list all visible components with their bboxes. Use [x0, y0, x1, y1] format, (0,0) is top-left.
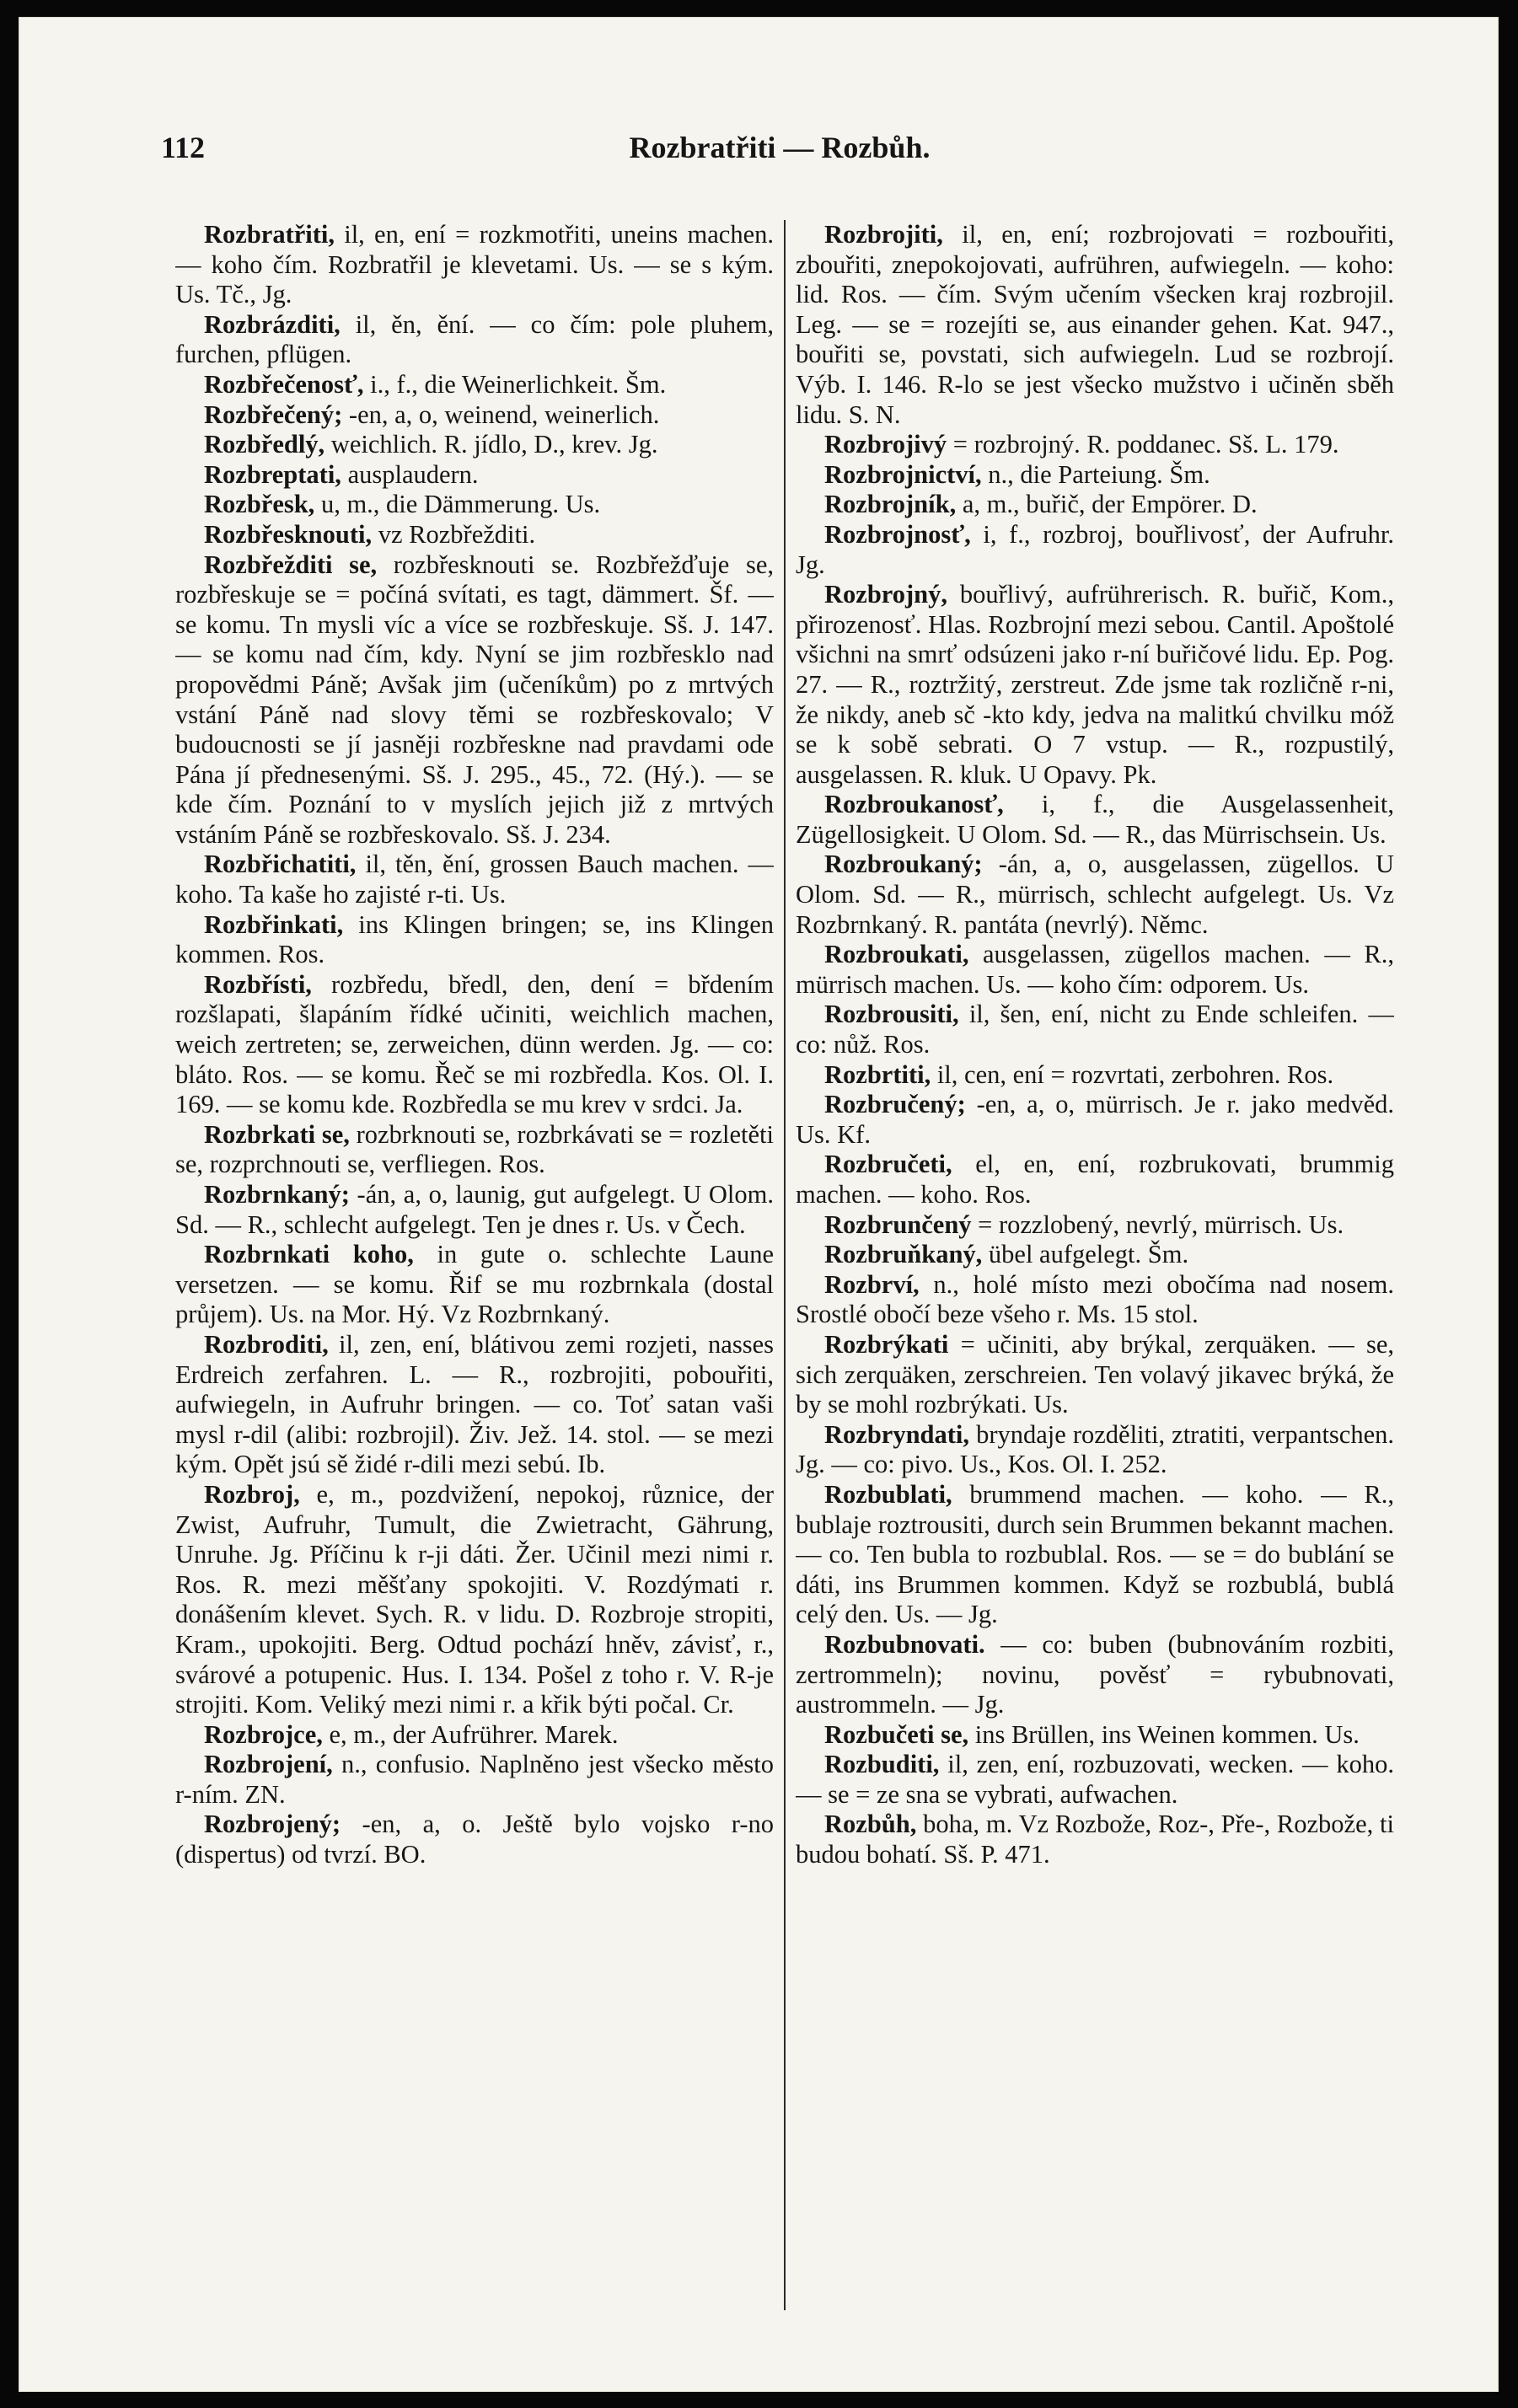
dictionary-entry — [175, 1120, 774, 1180]
entry-headword: Rozbrousiti, — [824, 1000, 959, 1029]
entry-definition: ins Brüllen, ins Weinen kommen. Us. — [968, 1719, 1360, 1749]
dictionary-entry — [175, 490, 774, 520]
entry-definition: il, ěn, ění. — co čím: pole pluhem, furchen, pflügen. — [175, 309, 774, 369]
dictionary-entry — [796, 1810, 1394, 1869]
entry-headword: Rozbrunčený — [824, 1209, 972, 1239]
entry-definition: rozbrknouti se, rozbrkávati se = rozletěti se, rozprchnouti se, verfliegen. Ros. — [175, 1119, 774, 1179]
entry-headword: Rozbřečenosť, — [204, 369, 364, 399]
entry-definition: ausplaudern. — [341, 459, 479, 489]
entry-headword: Rozbrojnictví, — [824, 459, 982, 489]
entry-definition: in gute o. schlechte Laune versetzen. — se komu. Řif se mu rozbrnkala (dostal průjem). Us. na Mor. Hý. Vz Rozbrnkaný. — [175, 1240, 774, 1329]
entry-definition: -án, a, o, ausgelassen, zügellos. U Olom. Sd. — R., mürrisch, schlecht aufgelegt. Us. Vz Rozbrnkaný. R. pantáta (nevrlý). Němc. — [796, 850, 1394, 939]
entry-headword: Rozbůh, — [824, 1810, 917, 1839]
dictionary-entry — [175, 970, 774, 1120]
entry-headword: Rozbřísti, — [204, 969, 312, 999]
dictionary-entry — [796, 430, 1394, 460]
dictionary-entry — [175, 1720, 774, 1751]
dictionary-entry — [175, 550, 774, 850]
entry-definition: vz Rozbřežditi. — [372, 519, 536, 549]
entry-headword: Rozbroukati, — [824, 940, 969, 969]
entry-definition: = rozbrojný. R. poddanec. Sš. L. 179. — [947, 430, 1339, 459]
entry-headword: Rozbrtiti, — [824, 1059, 931, 1089]
entry-headword: Rozbublati, — [824, 1479, 952, 1509]
entry-headword: Rozbřesknouti, — [204, 519, 373, 549]
entry-definition: il, zen, ení, rozbuzovati, wecken. — koho. — se = ze sna se vybrati, aufwachen. — [796, 1750, 1394, 1809]
entry-definition: n., confusio. Naplněno jest všecko město r-ním. ZN. — [175, 1750, 774, 1809]
entry-headword: Rozbrojný, — [824, 580, 948, 609]
entry-headword: Rozbrojce, — [204, 1719, 323, 1749]
entry-headword: Rozbrví, — [824, 1269, 920, 1299]
dictionary-entry — [175, 1330, 774, 1480]
entry-definition: il, en, ení; rozbrojovati = rozbouřiti, zbouřiti, znepokojovati, aufrühren, aufwiegeln. — koho: lid. Ros. — čím. Svým učením všecken kraj rozbrojil. Leg. — se = rozejíti se, aus einander gehen. Kat. 947., bouřiti se, povstati, sich aufwiegeln. Lud se rozbrojí. Výb. I. 146. R-lo se jest všecko mužstvo i učiněn sběh lidu. S. N. — [796, 220, 1394, 429]
entry-definition: n., die Parteiung. Šm. — [981, 459, 1210, 489]
entry-headword: Rozbrojník, — [824, 490, 957, 519]
entry-definition: -en, a, o, mürrisch. Je r. jako medvěd. Us. Kf. — [796, 1090, 1394, 1149]
entry-headword: Rozbručený; — [824, 1090, 966, 1119]
entry-headword: Rozbručeti, — [824, 1150, 952, 1179]
dictionary-entry — [796, 520, 1394, 580]
entry-definition: rozbředu, bředl, den, dení = břdením rozšlapati, šlapáním řídké učiniti, weichlich machen, weich zertreten; se, zerweichen, dünn werden. Jg. — co: bláto. Ros. — se komu. Řeč se mi rozbředla. Kos. Ol. I. 169. — se komu kde. Rozbředla se mu krev v srdci. Ja. — [175, 969, 774, 1119]
entry-definition: e, m., der Aufrührer. Marek. — [322, 1719, 619, 1749]
entry-headword: Rozbrýkati — [824, 1329, 949, 1359]
entry-definition: il, šen, ení, nicht zu Ende schleifen. — co: nůž. Ros. — [796, 1000, 1394, 1059]
entry-definition: il, en, ení = rozkmotřiti, uneins machen. — koho čím. Rozbratřil je klevetami. Us. — se s kým. Us. Tč., Jg. — [175, 220, 774, 309]
dictionary-entry — [796, 220, 1394, 430]
entry-definition: n., holé místo mezi obočíma nad nosem. Srostlé obočí beze všeho r. Ms. 15 stol. — [796, 1269, 1394, 1329]
dictionary-entry — [175, 1750, 774, 1810]
entry-headword: Rozbřesk, — [204, 490, 315, 519]
entry-headword: Rozbrojivý — [824, 430, 947, 459]
entry-definition: el, en, ení, rozbrukovati, brummig machen. — koho. Ros. — [796, 1150, 1394, 1209]
right-column — [796, 220, 1394, 2344]
page-number: 112 — [161, 131, 206, 164]
left-column — [175, 220, 774, 2344]
dictionary-entry — [796, 580, 1394, 790]
entry-definition: a, m., buřič, der Empörer. D. — [956, 490, 1258, 519]
dictionary-entry — [796, 1750, 1394, 1810]
entry-headword: Rozbroukanosť, — [824, 790, 1004, 819]
dictionary-entry — [175, 400, 774, 431]
dictionary-entry — [796, 1480, 1394, 1630]
entry-definition: = rozzlobený, nevrlý, mürrisch. Us. — [971, 1209, 1344, 1239]
dictionary-entry — [796, 1270, 1394, 1330]
entry-headword: Rozbroj, — [204, 1479, 300, 1509]
dictionary-entry — [796, 1090, 1394, 1150]
entry-definition: weichlich. R. jídlo, D., krev. Jg. — [325, 430, 658, 459]
entry-headword: Rozbrojení, — [204, 1750, 333, 1779]
entry-headword: Rozbruňkaný, — [824, 1240, 983, 1269]
dictionary-entry — [796, 790, 1394, 850]
dictionary-entry — [175, 910, 774, 970]
entry-definition: i., f., die Weinerlichkeit. Šm. — [363, 369, 667, 399]
dictionary-entry — [796, 1150, 1394, 1209]
dictionary-entry — [175, 370, 774, 400]
entry-definition: -án, a, o, launig, gut aufgelegt. U Olom. Sd. — R., schlecht aufgelegt. Ten je dnes r. Us. v Čech. — [175, 1180, 774, 1239]
entry-definition: il, těn, ění, grossen Bauch machen. — koho. Ta kaše ho zajisté r-ti. Us. — [175, 850, 774, 909]
entry-headword: Rozbrázditi, — [204, 309, 341, 339]
dictionary-entry — [796, 460, 1394, 491]
entry-definition: ins Klingen bringen; se, ins Klingen kommen. Ros. — [175, 909, 774, 969]
entry-headword: Rozbubnovati. — [824, 1629, 985, 1659]
dictionary-entry — [796, 1630, 1394, 1720]
entry-definition: -en, a, o, weinend, weinerlich. — [342, 400, 660, 429]
dictionary-entry — [796, 940, 1394, 1000]
entry-headword: Rozbrnkati koho, — [204, 1240, 414, 1269]
dictionary-entry — [175, 430, 774, 460]
dictionary-entry — [175, 1180, 774, 1240]
entry-headword: Rozbrnkaný; — [204, 1180, 350, 1209]
entry-definition: = učiniti, aby brýkal, zerquäken. — se, sich zerquäken, zerschreien. Ten volavý jikavec brýká, že by se mohl rozbrýkati. Us. — [796, 1329, 1394, 1419]
entry-definition: il, zen, ení, blátivou zemi rozjeti, nasses Erdreich zerfahren. L. — R., rozbrojiti, pobouřiti, aufwiegeln, in Aufruhr bringen. — co. Toť satan vaši mysl r-dil (alibi: rozbrojil). Živ. Jež. 14. stol. — se mezi kým. Opět jsú sě židé r-dili mezi sebú. Ib. — [175, 1329, 774, 1479]
entry-definition: bryndaje rozděliti, ztratiti, verpantschen. Jg. — co: pivo. Us., Kos. Ol. I. 252. — [796, 1419, 1394, 1479]
dictionary-entry — [175, 310, 774, 370]
entry-definition: brummend machen. — koho. — R., bublaje roztrousiti, durch sein Brummen bekannt machen. — co. Ten bubla to rozbublal. Ros. — se = do bublání se dáti, ins Brummen kommen. Když se rozbublá, bublá celý den. Us. — Jg. — [796, 1479, 1394, 1629]
entry-definition: rozbřesknouti se. Rozbřežďuje se, rozbřeskuje se = počíná svítati, es tagt, dämmert. Šf. — se komu. Tn mysli víc a více se rozbřeskuje. Sš. J. 147. — se komu nad čím, kdy. Nyní se jim rozbřesklo nad propovědmi Páně; Avšak jim (učeníkům) po z mrtvých vstání Páně nad slovy těmi se rozbřeskovalo; V budoucnosti se jí jasněji rozbřeskne nad pravdami ode Pána jí přednesenými. Sš. J. 295., 45., 72. (Hý.). — se kde čím. Poznání to v myslích jejich již z mrtvých vstáním Páně se rozbřeskovalo. Sš. J. 234. — [175, 550, 774, 849]
entry-definition: e, m., pozdvižení, nepokoj, různice, der Zwist, Aufruhr, Tumult, die Zwietracht, Gährung, Unruhe. Jg. Příčinu k r-ji dáti. Žer. Učinil mezi nimi r. Ros. R. mezi měšťany spokojiti. V. Rozdýmati r. donášením klevet. Sych. R. v lidu. D. Rozbroje stropiti, Kram., upokojiti. Berg. Odtud pochází hněv, závisť, r., svárové a potupenic. Hus. I. 134. Pošel z toho r. V. R-je strojiti. Kom. Veliký mezi nimi r. a křik býti počal. Cr. — [175, 1479, 774, 1719]
page-header — [161, 130, 1398, 180]
entry-definition: i, f., rozbroj, bouřlivosť, der Aufruhr. Jg. — [796, 519, 1394, 579]
dictionary-entry — [796, 1210, 1394, 1241]
entry-headword: Rozbroditi, — [204, 1329, 329, 1359]
entry-headword: Rozbřežditi se, — [204, 550, 378, 579]
dictionary-entry — [175, 1480, 774, 1720]
dictionary-entry — [796, 1420, 1394, 1480]
entry-headword: Rozbratřiti, — [204, 220, 335, 249]
dictionary-entry — [175, 1810, 774, 1869]
dictionary-entry — [796, 1240, 1394, 1270]
entry-headword: Rozbuditi, — [824, 1750, 940, 1779]
entry-definition: -en, a, o. Ještě bylo vojsko r-no (dispertus) od tvrzí. BO. — [175, 1810, 774, 1869]
dictionary-page — [19, 17, 1499, 2392]
entry-headword: Rozbřichatiti, — [204, 850, 357, 879]
entry-definition: boha, m. Vz Rozbože, Roz-, Pře-, Rozbože, ti budou bohatí. Sš. P. 471. — [796, 1810, 1394, 1869]
dictionary-entry — [796, 490, 1394, 520]
entry-definition: — co: buben (bubnováním rozbiti, zertrommeln); novinu, pověsť = rybubnovati, austrommeln. — Jg. — [796, 1629, 1394, 1719]
entry-headword: Rozbrkati se, — [204, 1119, 350, 1149]
entry-definition: u, m., die Dämmerung. Us. — [314, 490, 601, 519]
entry-definition: i, f., die Ausgelassenheit, Zügellosigkeit. U Olom. Sd. — R., das Mürrischsein. Us. — [796, 790, 1394, 849]
entry-headword: Rozbučeti se, — [824, 1719, 969, 1749]
entry-headword: Rozbrojený; — [204, 1810, 341, 1839]
dictionary-entry — [796, 1060, 1394, 1091]
running-title: Rozbratřiti — Rozbůh. — [629, 131, 931, 164]
entry-headword: Rozbreptati, — [204, 459, 341, 489]
column-divider — [784, 220, 786, 2310]
entry-definition: ausgelassen, zügellos machen. — R., mürrisch machen. Us. — koho čím: odporem. Us. — [796, 940, 1394, 999]
dictionary-entry — [175, 850, 774, 909]
dictionary-entry — [175, 520, 774, 550]
entry-headword: Rozbředlý, — [204, 430, 325, 459]
entry-headword: Rozbroukaný; — [824, 850, 983, 879]
dictionary-entry — [796, 1720, 1394, 1751]
entry-headword: Rozbrojiti, — [824, 220, 943, 249]
entry-headword: Rozbřinkati, — [204, 909, 344, 939]
dictionary-entry — [796, 1330, 1394, 1420]
dictionary-entry — [175, 1240, 774, 1330]
entry-definition: il, cen, ení = rozvrtati, zerbohren. Ros. — [931, 1059, 1334, 1089]
entry-headword: Rozbrojnosť, — [824, 519, 971, 549]
dictionary-entry — [175, 220, 774, 310]
dictionary-entry — [796, 1000, 1394, 1059]
entry-definition: übel aufgelegt. Šm. — [982, 1240, 1189, 1269]
entry-headword: Rozbřečený; — [204, 400, 343, 429]
dictionary-entry — [175, 460, 774, 491]
dictionary-entry — [796, 850, 1394, 940]
entry-definition: bouřlivý, aufrührerisch. R. buřič, Kom., přirozenosť. Hlas. Rozbrojní mezi sebou. Cantil. Apoštolé všichni na smrť odsúzeni jako r-ní buřičové lidu. Ep. Pog. 27. — R., roztržitý, zerstreut. Zde jsme tak rozličně r-ni, že nikdy, aneb sč -kto kdy, jedva na malitkú chvilku móž se k sobě sebrati. O 7 vstup. — R., rozpustilý, ausgelassen. R. kluk. U Opavy. Pk. — [796, 580, 1394, 789]
entry-headword: Rozbryndati, — [824, 1419, 969, 1449]
